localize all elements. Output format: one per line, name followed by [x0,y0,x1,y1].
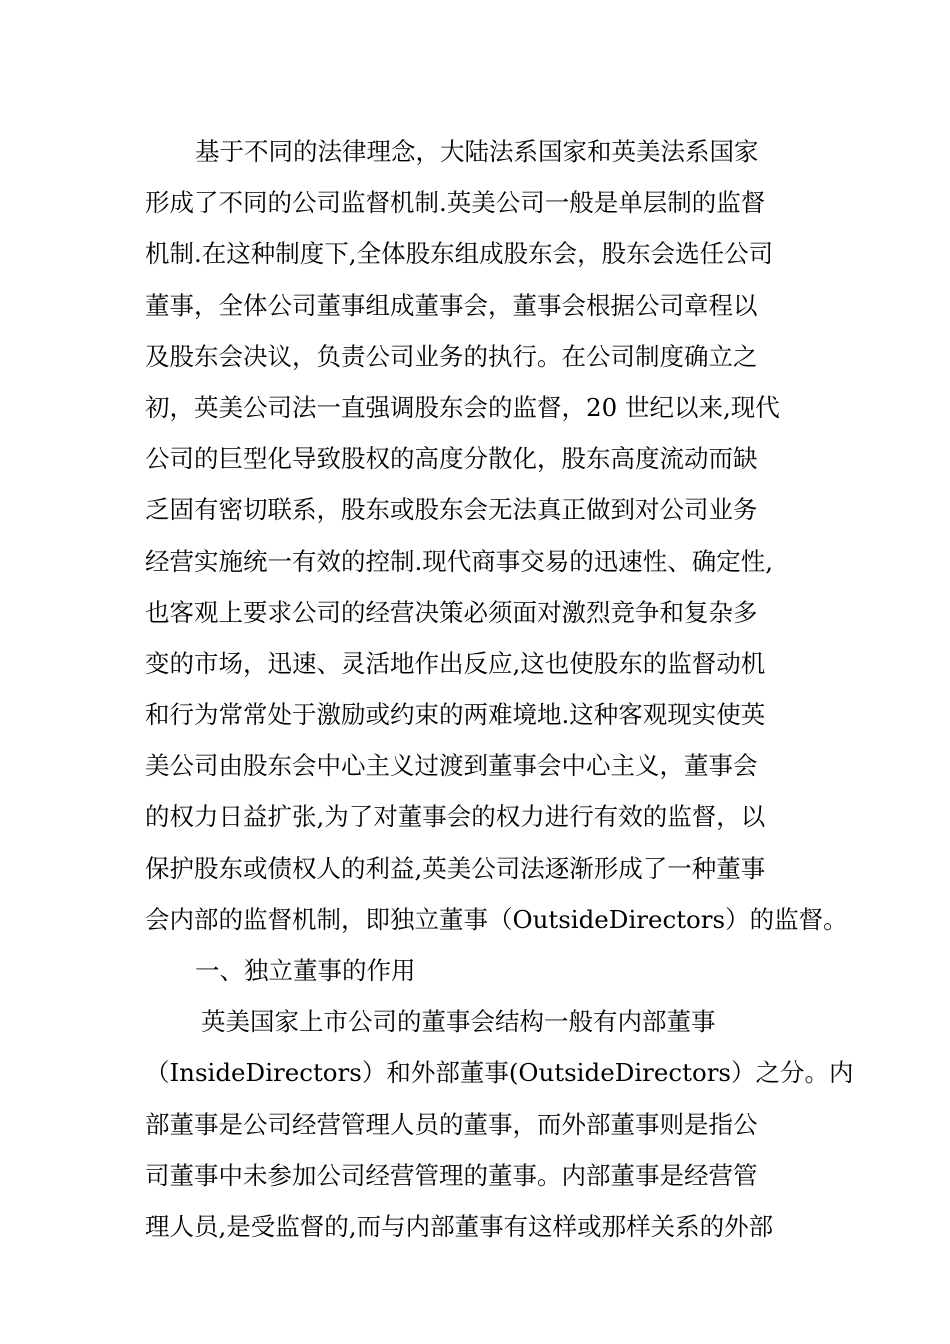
paragraph-line: 的权力日益扩张,为了对董事会的权力进行有效的监督，以 [145,802,766,832]
paragraph-line: 乏固有密切联系，股东或股东会无法真正做到对公司业务 [145,495,758,525]
paragraph-line: 理人员,是受监督的,而与内部董事有这样或那样关系的外部 [145,1211,774,1241]
paragraph-line: 及股东会决议，负责公司业务的执行。在公司制度确立之 [145,341,758,371]
paragraph-2 [145,996,854,1252]
paragraph-line: 部董事是公司经营管理人员的董事，而外部董事则是指公 [145,1109,758,1139]
paragraph-line: 司董事中未参加公司经营管理的董事。内部董事是经营管 [145,1160,758,1190]
document-body [145,126,854,1252]
paragraph-line: 保护股东或债权人的利益,英美公司法逐渐形成了一种董事 [145,853,766,883]
paragraph-line: （InsideDirectors）和外部董事(OutsideDirectors）之分。内 [145,1058,854,1088]
paragraph-line: 初，英美公司法一直强调股东会的监督，20 世纪以来,现代 [145,392,780,422]
paragraph-line: 美公司由股东会中心主义过渡到董事会中心主义，董事会 [145,751,758,781]
paragraph-line: 也客观上要求公司的经营决策必须面对激烈竞争和复杂多 [145,597,758,627]
paragraph-line: 董事，全体公司董事组成董事会，董事会根据公司章程以 [145,290,758,320]
paragraph-1 [145,126,848,945]
paragraph-line: 基于不同的法律理念，大陆法系国家和英美法系国家 [195,137,759,166]
paragraph-line: 公司的巨型化导致股权的高度分散化，股东高度流动而缺 [145,444,758,474]
section-heading: 一、独立董事的作用 [195,956,416,985]
paragraph-line: 和行为常常处于激励或约束的两难境地.这种客观现实使英 [145,700,766,730]
paragraph-line: 形成了不同的公司监督机制.英美公司一般是单层制的监督 [145,188,766,218]
paragraph-line: 会内部的监督机制，即独立董事（OutsideDirectors）的监督。 [145,904,848,934]
paragraph-line: 经营实施统一有效的控制.现代商事交易的迅速性、确定性, [145,546,774,576]
paragraph-line: 变的市场，迅速、灵活地作出反应,这也使股东的监督动机 [145,648,766,678]
paragraph-line: 英美国家上市公司的董事会结构一般有内部董事 [201,1007,716,1037]
paragraph-line: 机制.在这种制度下,全体股东组成股东会，股东会选任公司 [145,239,774,269]
